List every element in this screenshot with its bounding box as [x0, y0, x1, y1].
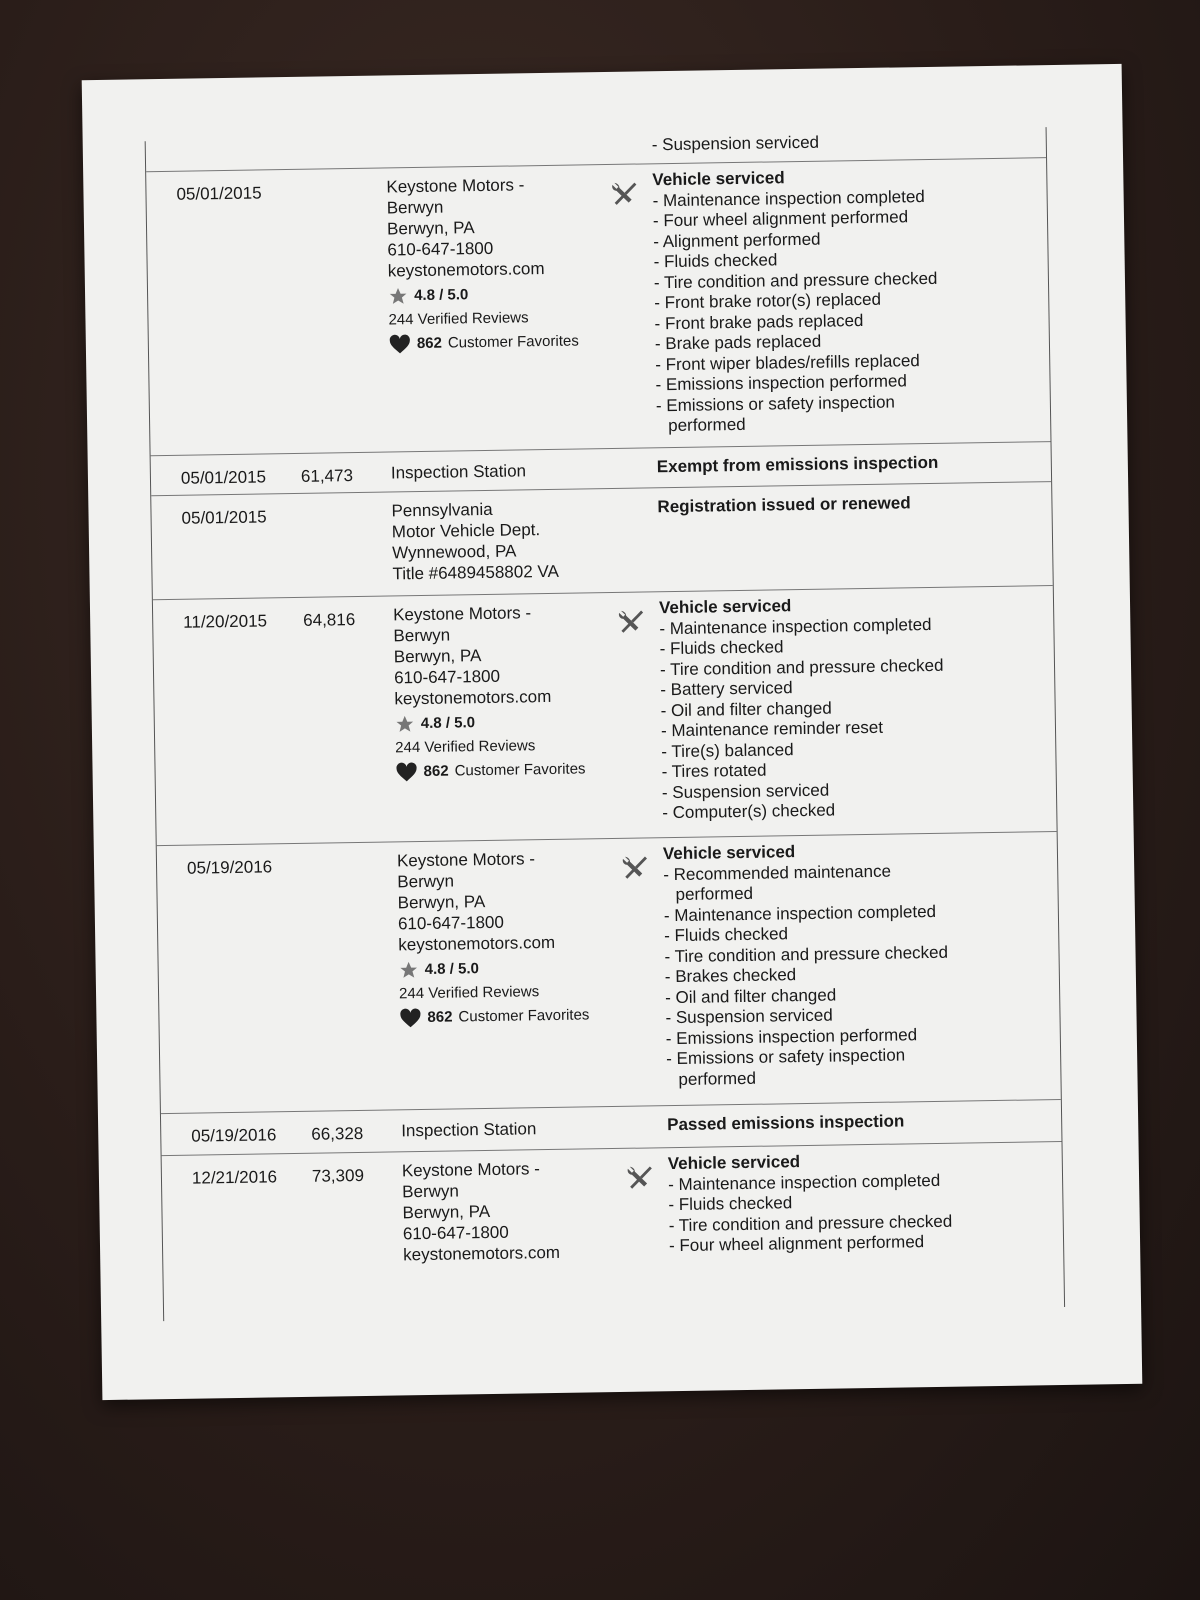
- detail-item: - Maintenance inspection completed: [667, 1170, 941, 1194]
- shop-phone: 610-647-1800: [402, 1222, 509, 1244]
- service-details: [663, 840, 950, 1090]
- detail-heading: Vehicle serviced: [667, 1152, 801, 1174]
- shop-city: Berwyn, PA: [393, 646, 482, 667]
- tools-icon: [608, 178, 640, 210]
- heart-icon: [395, 762, 417, 782]
- station-name: Inspection Station: [401, 1119, 537, 1141]
- table-row: [153, 585, 1057, 846]
- detail-item: - Tires rotated: [661, 760, 767, 782]
- detail-item: - Suspension serviced: [661, 780, 830, 802]
- record-date: 11/20/2015: [183, 611, 268, 632]
- odometer-reading: 64,816: [303, 610, 356, 630]
- star-icon: [395, 714, 415, 734]
- detail-item: - Suspension serviced: [651, 132, 820, 155]
- shop-rating: [388, 282, 578, 306]
- service-details: [652, 133, 820, 156]
- detail-heading: Vehicle serviced: [652, 168, 785, 190]
- rating-value: 4.8 / 5.0: [424, 960, 480, 978]
- station-name: Inspection Station: [390, 461, 527, 483]
- service-details: [659, 594, 946, 824]
- favorites-label: Customer Favorites: [454, 760, 586, 780]
- dmv-dept: Motor Vehicle Dept.: [391, 520, 541, 542]
- shop-info: [393, 601, 586, 782]
- detail-item: - Computer(s) checked: [662, 800, 836, 823]
- shop-name-location: Berwyn: [393, 625, 451, 646]
- customer-favorites: [389, 330, 579, 354]
- tools-icon: [624, 1162, 656, 1194]
- detail-item: - Brakes checked: [664, 965, 797, 987]
- detail-item: - Maintenance reminder reset: [660, 717, 884, 741]
- shop-name: Keystone Motors -: [396, 849, 536, 871]
- detail-item: - Emissions or safety inspection: [665, 1045, 906, 1069]
- shop-name-location: Berwyn: [386, 197, 444, 218]
- detail-heading: Passed emissions inspection: [667, 1111, 905, 1135]
- detail-item-continued: performed: [675, 883, 754, 905]
- detail-item: - Front brake rotor(s) replaced: [654, 289, 882, 313]
- detail-item: - Brake pads replaced: [654, 331, 822, 354]
- review-count: 244 Verified Reviews: [395, 737, 536, 757]
- dmv-state: Pennsylvania: [391, 499, 493, 521]
- table-row: [146, 157, 1050, 456]
- customer-favorites: [399, 1004, 589, 1028]
- detail-item: - Fluids checked: [668, 1193, 793, 1215]
- detail-item: - Oil and filter changed: [660, 698, 832, 720]
- shop-city: Berwyn, PA: [397, 892, 486, 913]
- heart-icon: [389, 334, 411, 354]
- shop-website: keystonemotors.com: [403, 1242, 561, 1265]
- detail-item: - Oil and filter changed: [665, 985, 837, 1007]
- record-date: 05/01/2015: [180, 467, 267, 488]
- detail-item: - Maintenance inspection completed: [663, 901, 937, 925]
- shop-name-location: Berwyn: [402, 1181, 460, 1202]
- detail-item-continued: performed: [678, 1068, 757, 1089]
- detail-item: - Recommended maintenance: [663, 861, 892, 884]
- customer-favorites: [395, 758, 585, 782]
- shop-rating: [395, 710, 585, 734]
- detail-item: - Emissions inspection performed: [655, 371, 907, 395]
- shop-city: Berwyn, PA: [386, 218, 475, 239]
- printed-page: [82, 64, 1143, 1400]
- star-icon: [399, 960, 419, 980]
- table-row: [157, 831, 1061, 1114]
- shop-website: keystonemotors.com: [394, 686, 552, 709]
- detail-item: - Tire condition and pressure checked: [668, 1211, 953, 1235]
- detail-item: - Suspension serviced: [665, 1005, 833, 1028]
- detail-item: - Fluids checked: [653, 250, 778, 272]
- service-details: [652, 166, 940, 437]
- detail-item: - Tire(s) balanced: [661, 739, 794, 761]
- odometer-reading: 61,473: [300, 466, 354, 486]
- record-date: 05/01/2015: [176, 183, 262, 204]
- detail-item: - Alignment performed: [653, 229, 821, 251]
- detail-item: - Tire condition and pressure checked: [653, 268, 938, 292]
- detail-item: - Battery serviced: [660, 678, 793, 700]
- heart-icon: [399, 1008, 421, 1028]
- favorites-label: Customer Favorites: [458, 1006, 590, 1026]
- record-date: 05/01/2015: [181, 507, 267, 528]
- shop-name: Keystone Motors -: [386, 175, 525, 197]
- shop-phone: 610-647-1800: [387, 238, 494, 260]
- detail-heading: Vehicle serviced: [658, 596, 792, 618]
- shop-website: keystonemotors.com: [398, 932, 556, 955]
- review-count: 244 Verified Reviews: [398, 983, 540, 1003]
- favorites-count: 862: [427, 1008, 453, 1026]
- favorites-count: 862: [423, 762, 449, 780]
- table-row: [162, 1141, 1065, 1322]
- detail-heading: Exempt from emissions inspection: [656, 452, 939, 477]
- detail-item: - Front brake pads replaced: [654, 310, 864, 333]
- shop-name: Keystone Motors -: [401, 1159, 540, 1181]
- odometer-reading: 66,328: [311, 1123, 364, 1144]
- favorites-label: Customer Favorites: [447, 332, 579, 352]
- title-number: Title #6489458802 VA: [392, 561, 559, 584]
- tools-icon: [615, 606, 647, 638]
- detail-item-continued: performed: [668, 414, 746, 436]
- star-icon: [388, 286, 408, 306]
- detail-heading: Vehicle serviced: [662, 842, 796, 864]
- shop-rating: [399, 956, 589, 980]
- detail-item: - Emissions or safety inspection: [655, 392, 896, 415]
- rating-value: 4.8 / 5.0: [413, 286, 469, 305]
- dmv-city: Wynnewood, PA: [392, 541, 517, 563]
- shop-phone: 610-647-1800: [397, 912, 504, 934]
- review-count: 244 Verified Reviews: [388, 309, 529, 329]
- shop-name: Keystone Motors -: [392, 603, 532, 625]
- record-date: 12/21/2016: [191, 1167, 278, 1188]
- detail-item: - Front wiper blades/refills replaced: [655, 350, 920, 374]
- odometer-reading: 73,309: [311, 1165, 365, 1186]
- rating-value: 4.8 / 5.0: [420, 714, 476, 733]
- vehicle-history-table: [145, 127, 1065, 1321]
- detail-item: - Fluids checked: [664, 924, 789, 946]
- dmv-info: [391, 498, 559, 585]
- shop-info: [386, 173, 579, 354]
- detail-item: - Emissions inspection performed: [665, 1024, 918, 1048]
- shop-phone: 610-647-1800: [393, 666, 501, 688]
- detail-item: - Fluids checked: [659, 637, 784, 659]
- shop-info: [402, 1158, 560, 1265]
- shop-name-location: Berwyn: [397, 871, 455, 892]
- shop-city: Berwyn, PA: [402, 1201, 491, 1223]
- detail-item: - Tire condition and pressure checked: [659, 655, 944, 679]
- detail-item: - Maintenance inspection completed: [659, 614, 932, 638]
- record-date: 05/19/2016: [191, 1125, 277, 1146]
- favorites-count: 862: [416, 334, 443, 353]
- shop-website: keystonemotors.com: [387, 259, 545, 281]
- service-details: [668, 1150, 953, 1257]
- table-row: [151, 481, 1053, 600]
- detail-item: - Four wheel alignment performed: [668, 1232, 925, 1256]
- detail-heading: Registration issued or renewed: [657, 493, 911, 517]
- detail-item: - Tire condition and pressure checked: [664, 942, 949, 966]
- detail-item: - Four wheel alignment performed: [652, 207, 909, 231]
- detail-item: - Maintenance inspection completed: [652, 186, 925, 210]
- tools-icon: [619, 852, 651, 884]
- shop-info: [397, 847, 590, 1028]
- record-date: 05/19/2016: [186, 857, 273, 878]
